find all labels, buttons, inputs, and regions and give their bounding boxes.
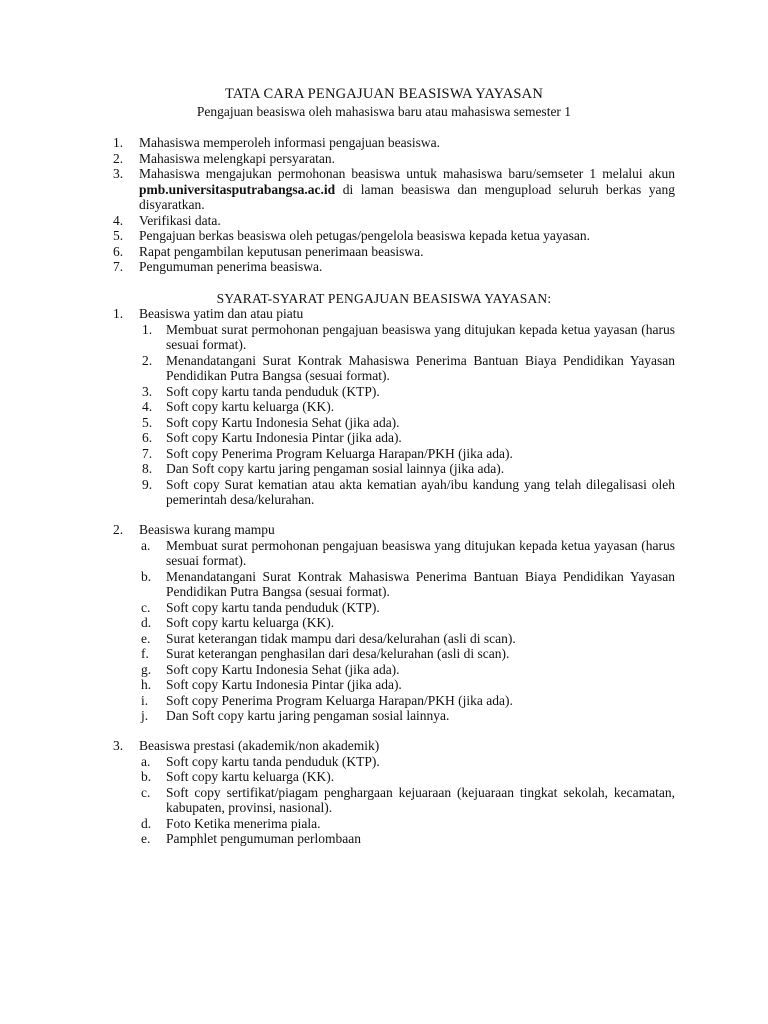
list-item — [0, 415, 768, 431]
list-item — [0, 708, 768, 724]
list-item — [0, 384, 768, 400]
section-title: Beasiswa kurang mampu — [139, 522, 275, 537]
list-text: Menandatangani Surat Kontrak Mahasiswa Penerima Bantuan Biaya Pendidikan Yayasan Pendidikan Putra Bangsa (sesuai format). — [166, 352, 675, 383]
list-item — [0, 646, 768, 662]
section-number: 2. — [113, 522, 124, 537]
section-title: Beasiswa yatim dan atau piatu — [139, 306, 304, 321]
section-title-row — [0, 522, 768, 538]
list-item — [0, 228, 768, 244]
list-item — [0, 600, 768, 616]
list-text: Menandatangani Surat Kontrak Mahasiswa Penerima Bantuan Biaya Pendidikan Yayasan Pendidikan Putra Bangsa (sesuai format). — [166, 568, 675, 599]
list-item — [0, 754, 768, 770]
list-marker: h. — [141, 677, 152, 692]
list-item — [0, 677, 768, 693]
list-item — [0, 693, 768, 709]
requirements-section — [0, 522, 768, 724]
list-marker: 8. — [142, 461, 153, 476]
section-title: Beasiswa prestasi (akademik/non akademik) — [139, 738, 380, 753]
list-text: Surat keterangan penghasilan dari desa/kelurahan (asli di scan). — [166, 646, 510, 661]
list-marker: d. — [141, 615, 152, 630]
list-item — [0, 430, 768, 446]
list-item — [0, 135, 768, 151]
list-text: Soft copy sertifikat/piagam penghargaan kejuaraan (kejuaraan tingkat sekolah, kecamatan, kabupaten, provinsi, nasional). — [166, 784, 675, 815]
list-item — [0, 569, 768, 600]
list-text: Soft copy Kartu Indonesia Sehat (jika ada). — [166, 661, 400, 677]
list-number: 3. — [113, 166, 124, 181]
list-text: Mahasiswa melengkapi persyaratan. — [139, 150, 336, 166]
list-marker: 9. — [142, 476, 153, 492]
list-marker: a. — [141, 753, 151, 769]
list-text: Membuat surat permohonan pengajuan beasiswa yang ditujukan kepada ketua yayasan (harus sesuai format). — [166, 321, 675, 352]
list-item — [0, 461, 768, 477]
list-marker: e. — [141, 831, 151, 846]
list-item — [0, 477, 768, 508]
list-text: Foto Ketika menerima piala. — [166, 815, 321, 831]
list-text: Pamphlet pengumuman perlombaan — [166, 831, 361, 846]
list-text: Mahasiswa memperoleh informasi pengajuan beasiswa. — [139, 135, 441, 150]
list-text: Soft copy kartu tanda penduduk (KTP). — [166, 753, 380, 769]
list-number: 2. — [113, 150, 124, 166]
list-marker: i. — [141, 692, 149, 708]
list-item — [0, 259, 768, 275]
list-number: 6. — [113, 243, 124, 259]
document-subtitle: Pengajuan beasiswa oleh mahasiswa baru atau mahasiswa semester 1 — [196, 104, 572, 119]
list-text: Dan Soft copy kartu jaring pengaman sosial lainnya. — [166, 708, 450, 723]
list-marker: 7. — [142, 445, 153, 461]
list-item — [0, 244, 768, 260]
list-marker: 5. — [142, 414, 153, 430]
list-text: Soft copy Kartu Indonesia Pintar (jika ada). — [166, 677, 402, 692]
list-item — [0, 399, 768, 415]
list-text: Soft copy Surat kematian atau akta kematian ayah/ibu kandung yang telah dilegalisasi oleh pemerintah desa/kelurahan. — [166, 476, 675, 507]
list-text: Soft copy Kartu Indonesia Sehat (jika ada). — [166, 414, 400, 430]
list-text: Verifikasi data. — [139, 212, 221, 228]
list-text: Surat keterangan tidak mampu dari desa/kelurahan (asli di scan). — [166, 630, 516, 646]
list-marker: 4. — [142, 399, 153, 414]
list-marker: j. — [141, 708, 149, 723]
list-marker: a. — [141, 537, 151, 553]
document-title: TATA CARA PENGAJUAN BEASISWA YAYASAN — [224, 86, 544, 102]
list-text: Soft copy Kartu Indonesia Pintar (jika ada). — [166, 430, 402, 445]
list-item — [0, 166, 768, 213]
list-text: Rapat pengambilan keputusan penerimaan beasiswa. — [139, 243, 424, 259]
section-title-row — [0, 738, 768, 754]
requirements-heading: SYARAT-SYARAT PENGAJUAN BEASISWA YAYASAN: — [216, 291, 552, 306]
list-item — [0, 831, 768, 847]
list-marker: c. — [141, 599, 151, 615]
requirements-section — [0, 738, 768, 847]
list-item — [0, 151, 768, 167]
portal-link[interactable]: pmb.universitasputrabangsa.ac.id — [139, 181, 336, 197]
list-marker: c. — [141, 784, 151, 800]
list-marker: b. — [141, 769, 152, 784]
list-item — [0, 538, 768, 569]
list-text: Dan Soft copy kartu jaring pengaman sosial lainnya (jika ada). — [166, 461, 505, 476]
list-text-after: di laman beasiswa dan mengupload seluruh berkas yang disyaratkan. — [139, 181, 675, 212]
list-marker: b. — [141, 568, 152, 584]
list-text: Membuat surat permohonan pengajuan beasiswa yang ditujukan kepada ketua yayasan (harus sesuai format). — [166, 537, 675, 568]
list-number: 4. — [113, 212, 124, 228]
list-marker: 6. — [142, 430, 153, 445]
list-text-before: Mahasiswa mengajukan permohonan beasiswa untuk mahasiswa baru/semseter 1 melalui akun — [139, 166, 675, 181]
list-text: Soft copy kartu keluarga (KK). — [166, 769, 335, 784]
list-text — [139, 166, 675, 213]
list-item — [0, 353, 768, 384]
list-number: 7. — [113, 259, 124, 274]
list-item — [0, 631, 768, 647]
list-text: Pengumuman penerima beasiswa. — [139, 259, 323, 274]
list-item — [0, 446, 768, 462]
list-number: 1. — [113, 135, 124, 150]
list-text: Soft copy Penerima Program Keluarga Harapan/PKH (jika ada). — [166, 692, 513, 708]
section-number: 1. — [113, 306, 124, 321]
list-text: Soft copy kartu tanda penduduk (KTP). — [166, 599, 380, 615]
list-marker: 2. — [142, 352, 153, 368]
steps-list — [0, 135, 768, 275]
list-marker: f. — [141, 646, 149, 661]
list-text: Soft copy kartu keluarga (KK). — [166, 399, 335, 414]
list-item — [0, 816, 768, 832]
section-number: 3. — [113, 738, 124, 753]
list-item — [0, 213, 768, 229]
section-title-row — [0, 306, 768, 322]
list-text: Soft copy Penerima Program Keluarga Harapan/PKH (jika ada). — [166, 445, 513, 461]
list-marker: g. — [141, 661, 152, 677]
list-marker: 1. — [142, 321, 153, 337]
list-text: Soft copy kartu tanda penduduk (KTP). — [166, 383, 380, 399]
requirements-section — [0, 306, 768, 508]
list-marker: d. — [141, 815, 152, 831]
list-item — [0, 322, 768, 353]
list-item — [0, 662, 768, 678]
list-text: Pengajuan berkas beasiswa oleh petugas/pengelola beasiswa kepada ketua yayasan. — [139, 228, 590, 243]
list-item — [0, 785, 768, 816]
list-number: 5. — [113, 228, 124, 243]
list-item — [0, 769, 768, 785]
list-item — [0, 615, 768, 631]
list-marker: e. — [141, 630, 151, 646]
list-marker: 3. — [142, 383, 153, 399]
list-text: Soft copy kartu keluarga (KK). — [166, 615, 335, 630]
